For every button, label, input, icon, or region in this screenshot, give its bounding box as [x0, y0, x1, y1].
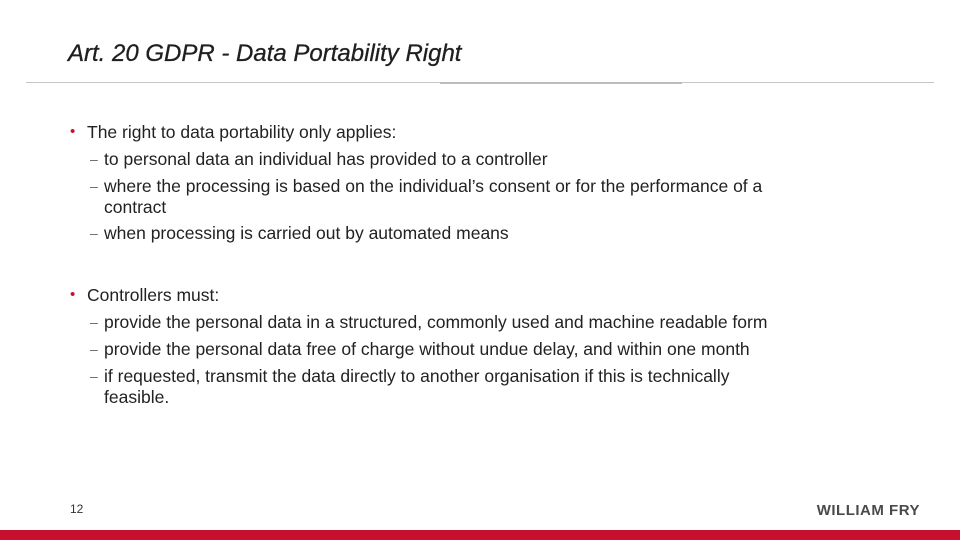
page-number: 12 [70, 502, 84, 516]
sub-item-continuation: feasible. [104, 387, 170, 407]
title-divider-accent [440, 82, 682, 84]
sub-item-text: to personal data an individual has provided to a controller [104, 149, 548, 169]
sub-item-text: provide the personal data in a structured, commonly used and machine readable form [104, 312, 768, 332]
sub-list [70, 311, 767, 407]
sub-item-text: when processing is carried out by automated means [104, 223, 509, 243]
dash-icon: – [90, 314, 98, 330]
bullet-text: The right to data portability only applies: [87, 122, 397, 142]
slide-title: Art. 20 GDPR - Data Portability Right [68, 40, 462, 67]
bullet-item [70, 284, 767, 306]
dash-icon: – [90, 225, 98, 241]
sub-item-text: where the processing is based on the individual’s consent or for the performance of a [104, 176, 763, 196]
sub-item [70, 311, 767, 333]
bullet-text: Controllers must: [87, 285, 220, 305]
company-logo: WILLIAM FRY [816, 502, 920, 519]
bullet-block-controllers [70, 284, 767, 407]
footer-accent-bar [0, 530, 960, 540]
bullet-dot-icon: • [70, 123, 76, 140]
dash-icon: – [90, 368, 98, 384]
dash-icon: – [90, 178, 98, 194]
sub-item-text: provide the personal data free of charge without undue delay, and within one month [104, 339, 750, 359]
sub-item [70, 175, 762, 217]
sub-item [70, 148, 762, 170]
sub-item-continuation: contract [104, 197, 167, 217]
sub-item [70, 365, 767, 407]
sub-item-text: if requested, transmit the data directly to another organisation if this is technically [104, 366, 730, 386]
bullet-dot-icon: • [70, 286, 76, 303]
bullet-block-portability [70, 121, 762, 244]
bullet-item [70, 121, 762, 143]
sub-item [70, 338, 767, 360]
sub-list [70, 148, 762, 244]
dash-icon: – [90, 151, 98, 167]
dash-icon: – [90, 341, 98, 357]
sub-item [70, 222, 762, 244]
